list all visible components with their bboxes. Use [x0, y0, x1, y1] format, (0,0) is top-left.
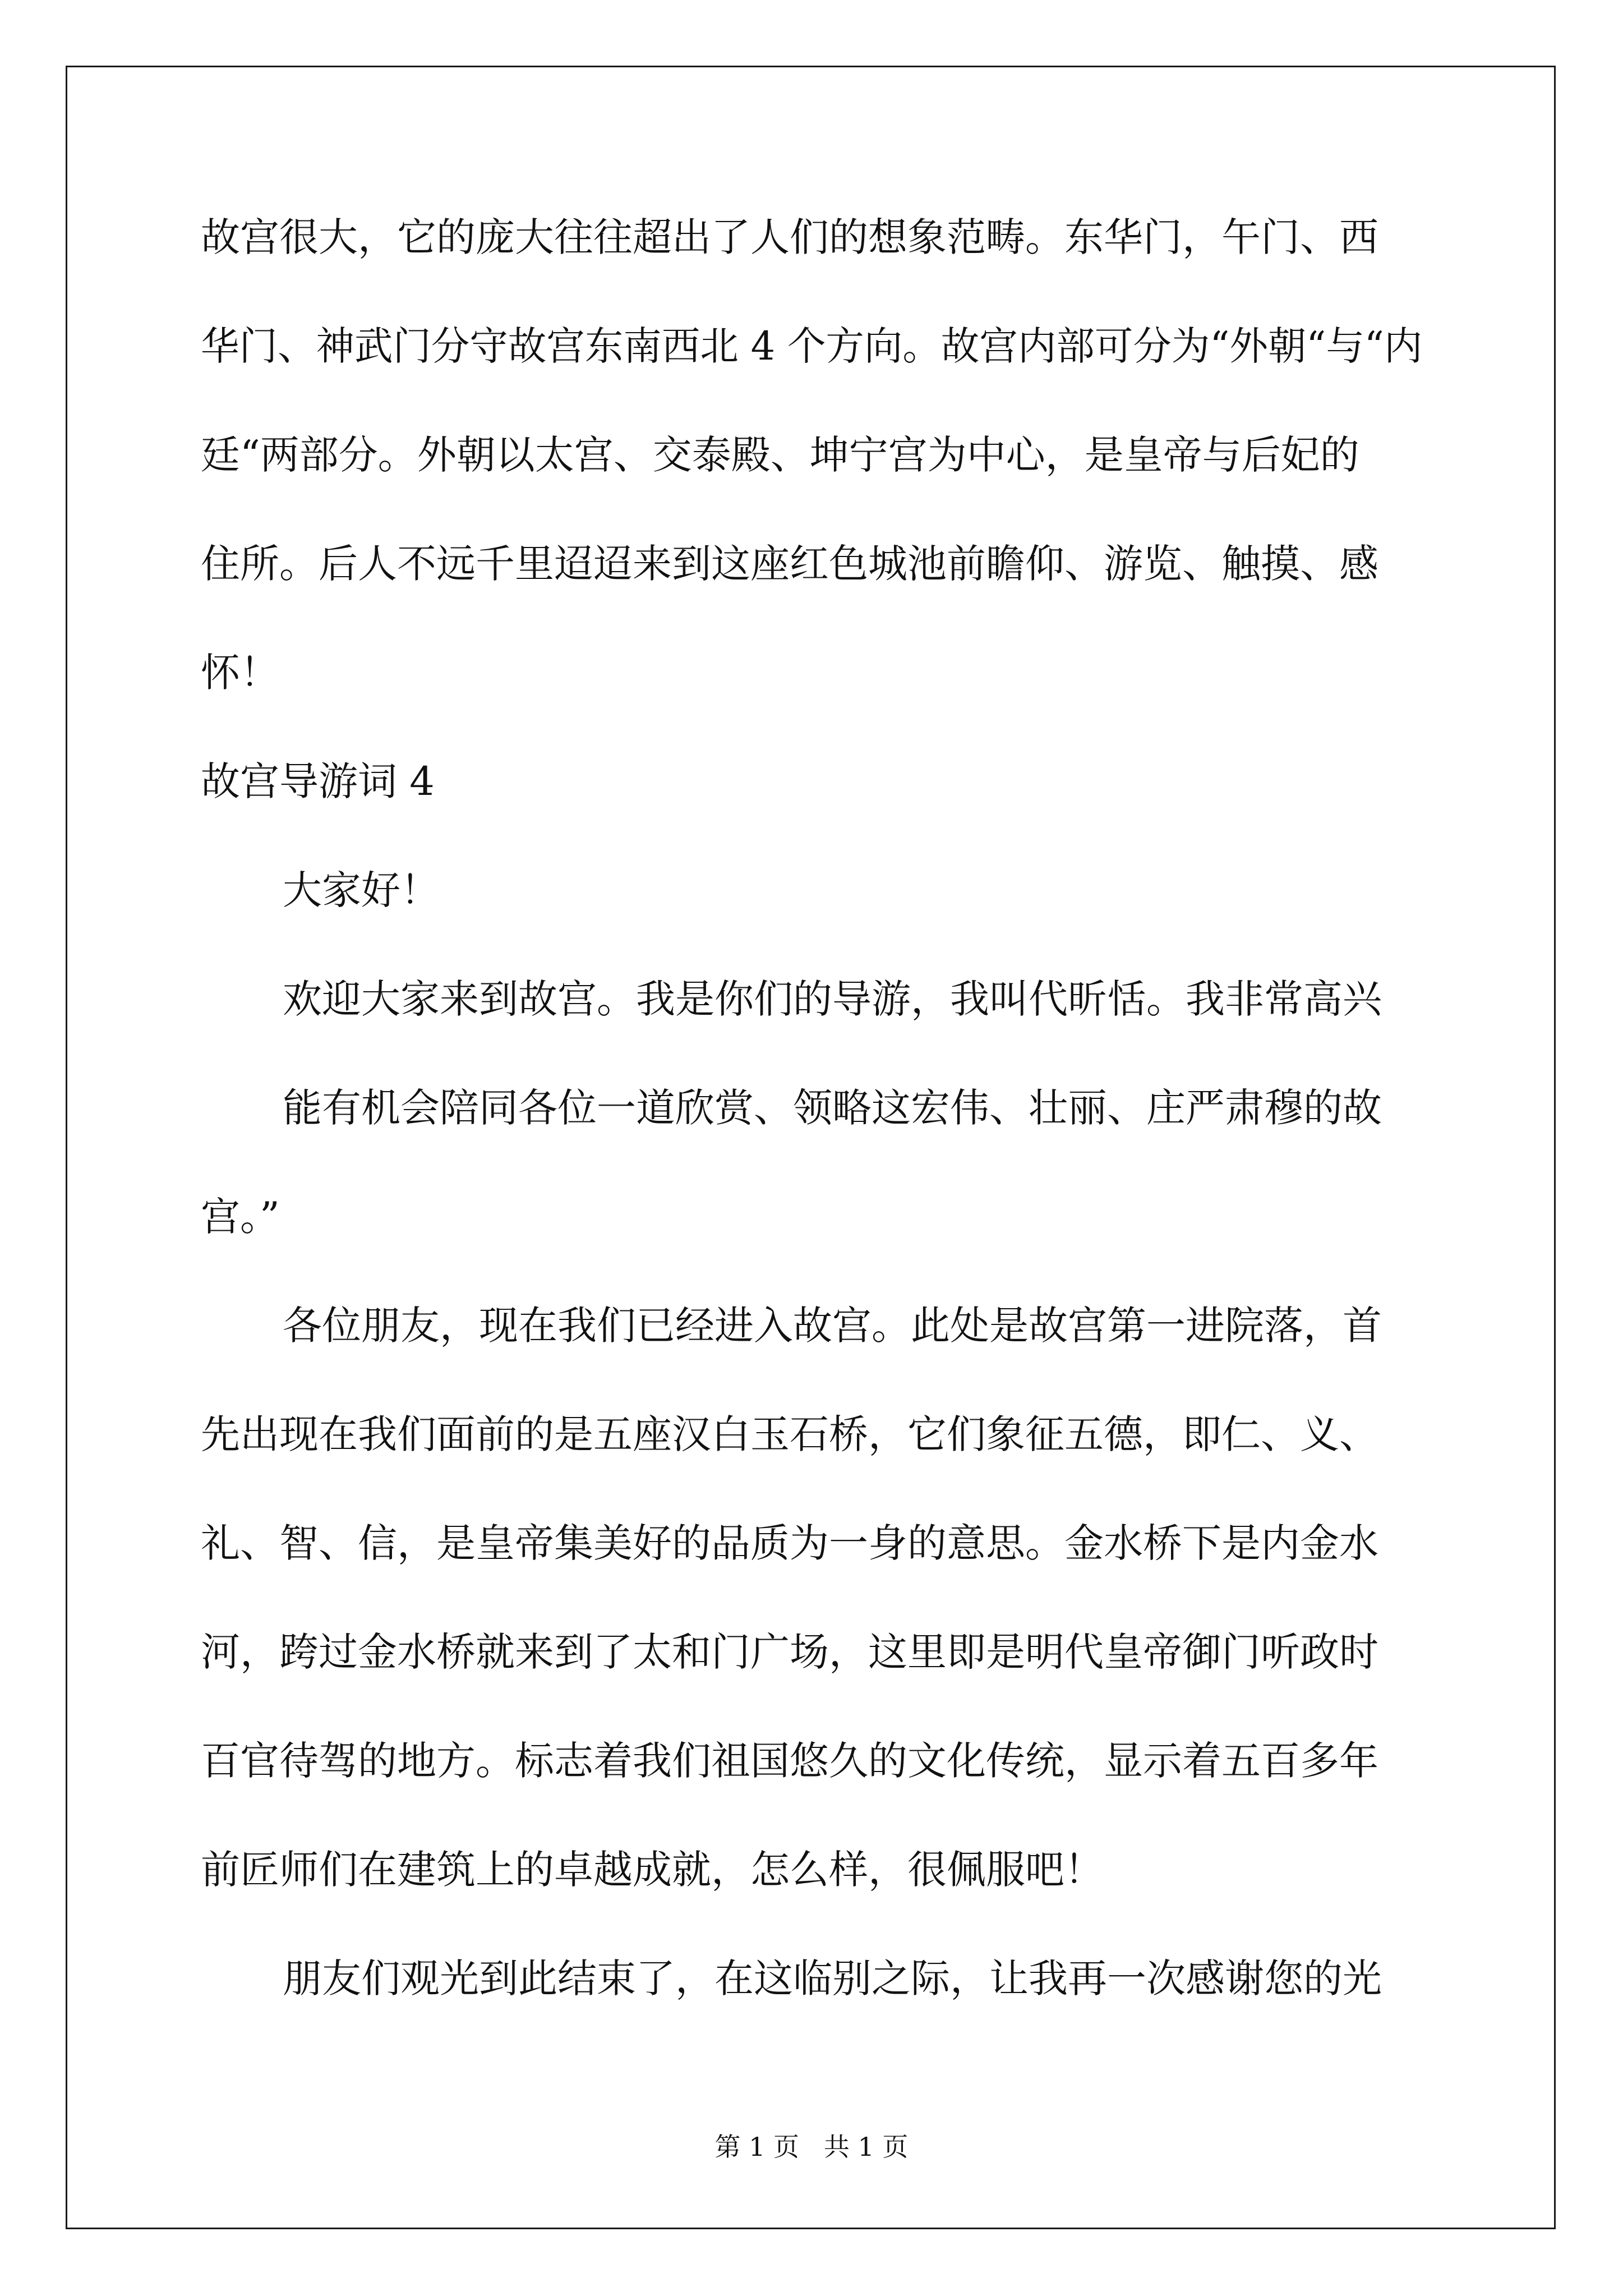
page-border	[66, 66, 1556, 2229]
paragraph-line-3: 廷“两部分。外朝以太宫、交泰殿、坤宁宫为中心，是皇帝与后妃的	[201, 432, 1359, 478]
paragraph-line-2: 华门、神武门分守故宫东南西北 4 个方向。故宫内部可分为“外朝“与“内	[201, 323, 1423, 369]
greeting-line: 大家好！	[283, 867, 440, 913]
paragraph-line-1: 故宫很大，它的庞大往往超出了人们的想象范畴。东华门，午门、西	[201, 214, 1378, 260]
paragraph-line-16: 前匠师们在建筑上的卓越成就，怎么样，很佩服吧！	[201, 1847, 1104, 1893]
page-footer: 第 1 页 共 1 页	[714, 2132, 909, 2162]
paragraph-line-8: 欢迎大家来到故宫。我是你们的导游，我叫代昕恬。我非常高兴	[283, 976, 1382, 1022]
section-heading: 故宫导游词 4	[201, 758, 435, 804]
paragraph-line-10: 宫。”	[201, 1194, 280, 1240]
paragraph-line-4: 住所。后人不远千里迢迢来到这座红色城池前瞻仰、游览、触摸、感	[201, 541, 1378, 587]
paragraph-line-12: 先出现在我们面前的是五座汉白玉石桥，它们象征五德，即仁、义、	[201, 1411, 1378, 1457]
paragraph-line-14: 河，跨过金水桥就来到了太和门广场，这里即是明代皇帝御门听政时	[201, 1629, 1378, 1675]
paragraph-line-13: 礼、智、信，是皇帝集美好的品质为一身的意思。金水桥下是内金水	[201, 1520, 1378, 1566]
paragraph-line-15: 百官待驾的地方。标志着我们祖国悠久的文化传统，显示着五百多年	[201, 1738, 1378, 1784]
paragraph-line-9: 能有机会陪同各位一道欣赏、领略这宏伟、壮丽、庄严肃穆的故	[283, 1085, 1382, 1131]
paragraph-line-11: 各位朋友，现在我们已经进入故宫。此处是故宫第一进院落，首	[283, 1303, 1382, 1349]
paragraph-line-5: 怀！	[201, 650, 279, 696]
paragraph-line-17: 朋友们观光到此结束了，在这临别之际，让我再一次感谢您的光	[283, 1955, 1382, 2001]
